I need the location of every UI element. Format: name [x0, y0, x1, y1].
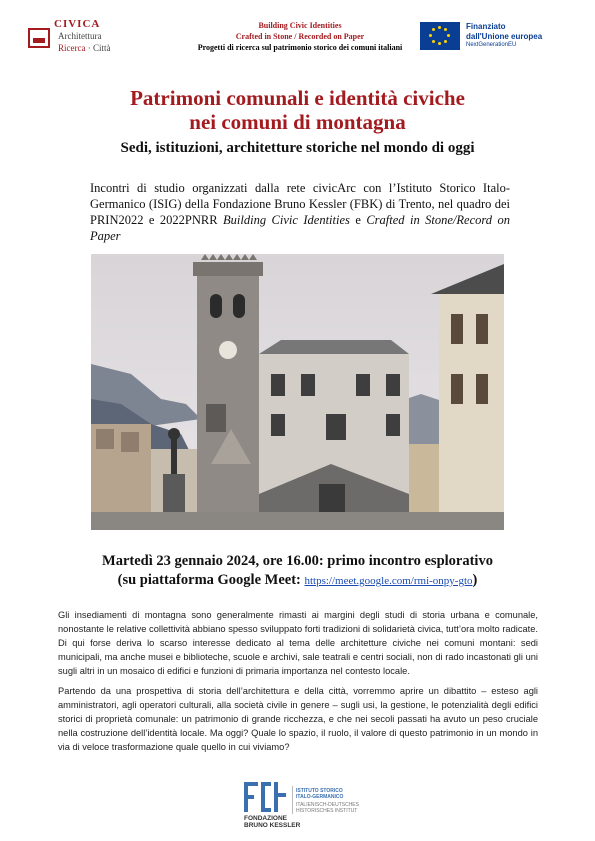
title-line-2: nei comuni di montagna — [189, 110, 406, 134]
event-platform: (su piattaforma Google Meet: https://meet.google.com/rmi-onpy-gto) — [117, 572, 478, 588]
fbk-icon — [244, 782, 288, 812]
civica-line-citta: Città — [92, 43, 111, 53]
civica-line-ricerca: Ricerca · Città — [58, 43, 111, 53]
title-line-1: Patrimoni comunali e identità civiche — [130, 86, 465, 110]
project-name-1: Building Civic Identities — [223, 213, 350, 227]
page-subtitle: Sedi, istituzioni, architetture storiche nel mondo di oggi — [120, 140, 475, 156]
logo-divider — [292, 786, 293, 814]
project-title-1: Building Civic Identities — [258, 21, 342, 30]
eu-flag-icon — [420, 22, 460, 50]
header-projects — [160, 20, 440, 53]
eu-funding-text: Finanziato dall'Unione europea — [466, 22, 543, 41]
town-hall-photo — [91, 254, 504, 530]
intro-paragraph: Incontri di studio organizzati dalla rete civicArc con l’Istituto Storico Italo-Germanico (ISIG) della Fondazione Bruno Kessler (FBK) di Trento, nel quadro dei PRIN2022 e 2022PNRR Building Civic Identities e Crafted in Stone/Record on Paper — [90, 181, 510, 243]
civica-line-architettura: Architettura — [58, 31, 102, 41]
body-paragraph-2: Partendo da una prospettiva di storia dell’architettura e della città, vorremmo aprire un dibattito – esteso agli amministratori, agli operatori culturali, alla società civile in genere – sugli usi, la gestione, le potenzialità degli edifici storici di proprietà comunale: un patrimonio di grande ricchezza, e che nei secoli passati ha avuto un peso cruciale nella costruzione dell’identità locale. Ma oggi? Quale lo spazio, il ruolo, il valore di questo patrimonio in un mondo in via di veloce trasformazione quale quello in cui viviamo? — [58, 686, 538, 752]
projects-description: Progetti di ricerca sul patrimonio storico dei comuni italiani — [197, 43, 403, 52]
civica-wordmark: CIVICA — [54, 18, 101, 30]
body-text — [58, 608, 538, 760]
header — [0, 0, 595, 62]
eu-funding-logo — [420, 22, 580, 52]
event-announcement — [0, 552, 595, 591]
fbk-isig-logo — [244, 782, 364, 832]
isig-name-de: ITALIENISCH-DEUTSCHES HISTORISCHES INSTITUT — [296, 802, 359, 814]
event-date: Martedì 23 gennaio 2024, ore 16.00: primo incontro esplorativo — [102, 553, 493, 569]
project-title-2: Crafted in Stone / Recorded on Paper — [235, 32, 365, 41]
fbk-name: FONDAZIONE BRUNO KESSLER — [244, 815, 301, 829]
project-name-2: Crafted in Stone/Record on Paper — [90, 213, 510, 243]
body-paragraph-1: Gli insediamenti di montagna sono generalmente rimasti ai margini degli studi di storia urbana e comunale, nonostante le relative collettività abbiano spesso sviluppato forti tradizioni di solidarietà civica, tutt’ora molto radicate. Di qui forse deriva lo scarso interesse dedicato al tema delle architetture civiche nei comuni montani: sedi municipali, ma anche musei e biblioteche, scuole e archivi, sale teatrali e centri sociali, non di rado incastonati gli uni sugli altri in un mosaico di edifici e funzioni di primaria importanza nel contesto locale. — [58, 610, 538, 676]
isig-name-it: ISTITUTO STORICO ITALO-GERMANICO — [296, 788, 344, 800]
eu-nextgen-text: NextGenerationEU — [466, 42, 517, 48]
civica-logo — [28, 18, 148, 58]
meet-link[interactable]: https://meet.google.com/rmi-onpy-gto — [304, 575, 473, 587]
civica-building-icon — [28, 28, 50, 48]
page-title — [0, 86, 595, 134]
